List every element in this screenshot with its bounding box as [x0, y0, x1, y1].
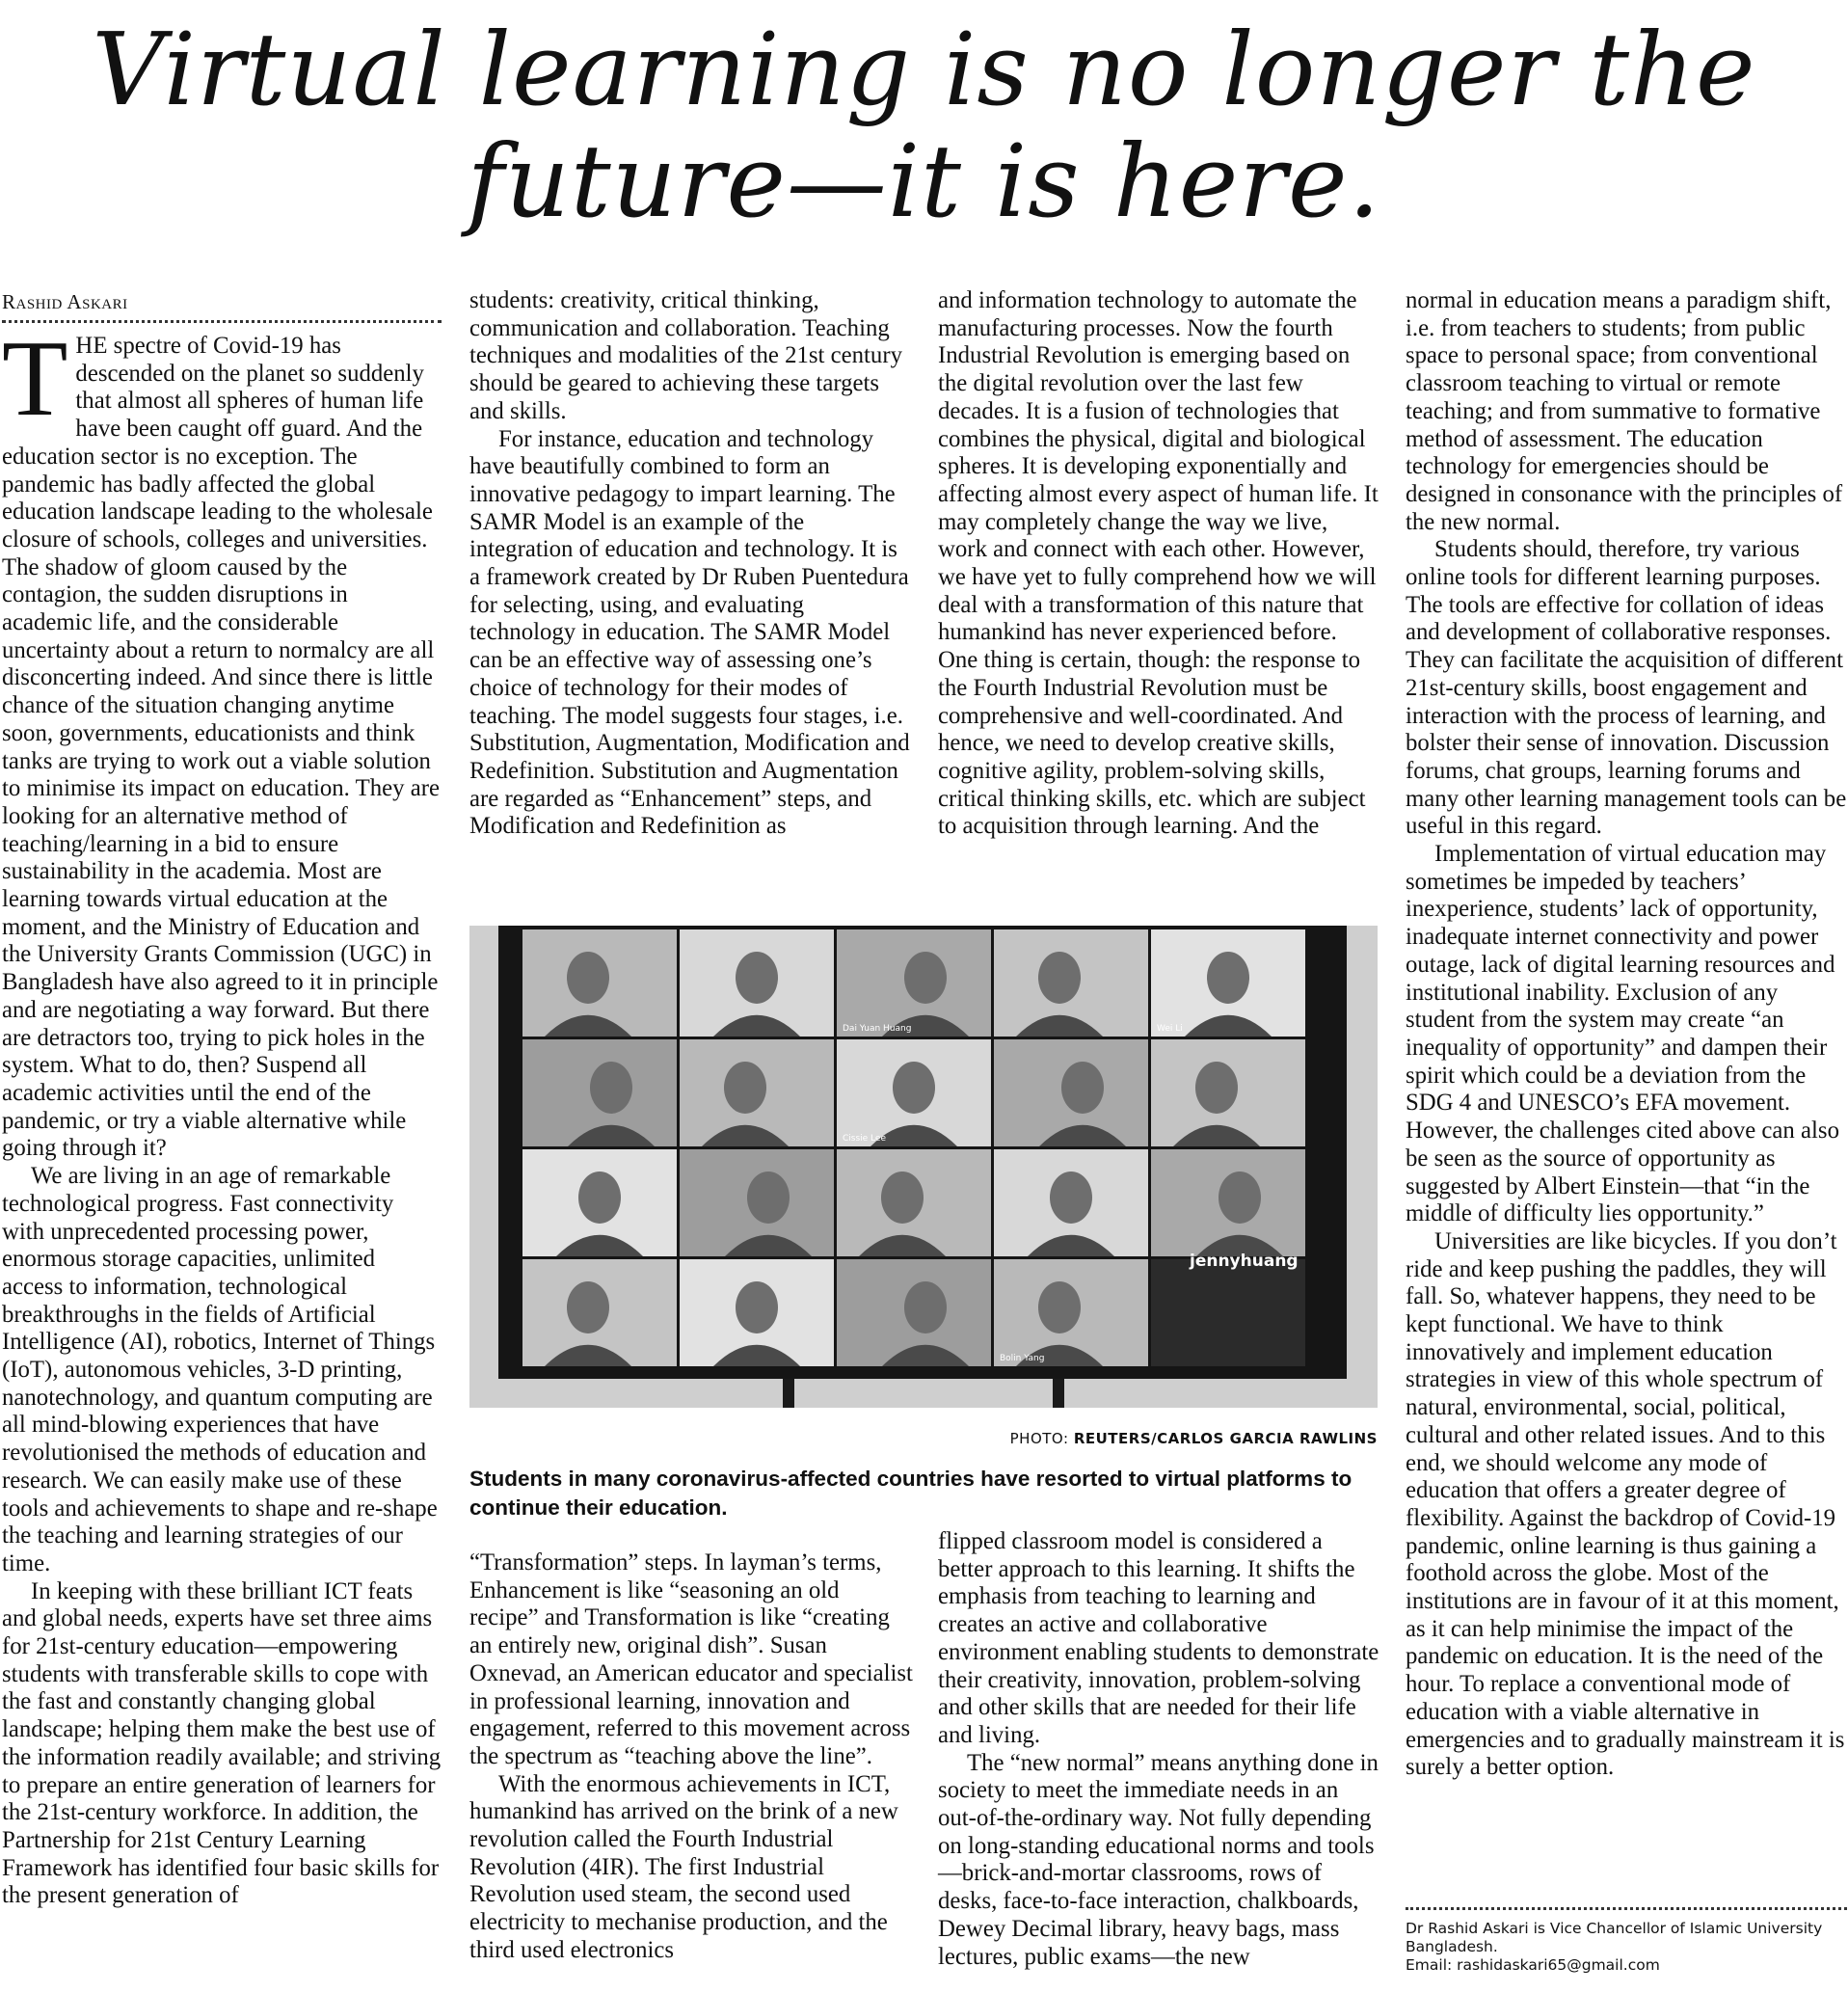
video-tile [994, 1039, 1148, 1146]
column-2-bottom [469, 1549, 913, 1965]
video-tile [837, 1039, 991, 1146]
paragraph: The “new normal” means anything done in society to meet the immediate needs in an out-of-the-ordinary way. Not fully depending on long-standing educational norms and tools—brick-and-mortar classrooms, rows of desks, face-to-face interaction, chalkboards, Dewey Decimal library, heavy bags, mass lectures, public exams—the new [938, 1749, 1379, 1970]
paragraph-3: In keeping with these brilliant ICT feats and global needs, experts have set three aims for 21st-century education—empowering students with transferable skills to cope with the fast and constantly changing global landscape; helping them make the best use of the information readily available; and striving to prepare an entire generation of learners for the 21st-century workforce. In addition, the Partnership for 21st Century Learning Framework has identified four basic skills for the present generation of [2, 1577, 442, 1909]
video-tile [680, 1039, 834, 1146]
bio-email: Email: rashidaskari65@gmail.com [1406, 1956, 1660, 1974]
paragraph: students: creativity, critical thinking, communication and collaboration. Teaching techniques and modalities of the 21st century should be geared to achieving these targets and skills. [469, 287, 902, 424]
name-tag: jennyhuang [1190, 1252, 1299, 1271]
video-tile [994, 929, 1148, 1037]
video-tile [1151, 1259, 1305, 1366]
paragraph: flipped classroom model is considered a better approach to this learning. It shifts the emphasis from teaching to learning and creates an active and collaborative environment enabling students to demonstrate their creativity, innovation, problem-solving and other skills that are needed for their life and living. [938, 1528, 1379, 1748]
video-tile [522, 1259, 677, 1366]
video-tile [680, 1149, 834, 1256]
paragraph: Students should, therefore, try various online tools for different learning purposes. The tools are effective for collation of ideas and development of collaborative responses. They can facilitate the acquisition of different 21st-century skills, boost engagement and interaction with the process of learning, and bolster their sense of innovation. Discussion forums, chat groups, learning forums and many other learning management tools can be useful in this regard. [1406, 536, 1847, 840]
tile-label: Dai Yuan Huang [843, 1024, 912, 1034]
headline [0, 11, 1848, 240]
author-bio [1406, 1907, 1847, 1975]
drop-cap: T [2, 319, 68, 439]
photo-caption: Students in many coronavirus-affected countries have resorted to virtual platforms to continue their education. [469, 1467, 1353, 1520]
video-tile [1151, 1039, 1305, 1146]
paragraph: Universities are like bicycles. If you don’t ride and keep pushing the paddles, they will fall. So, whatever happens, they need to be kept functional. We have to think innovatively and implement education strategies in view of this whole spectrum of natural, environmental, social, political, cultural and other related issues. And to this end, we should welcome any mode of education that offers a greater degree of flexibility. Against the backdrop of Covid-19 pandemic, online learning is thus gaining a foothold across the globe. Most of the institutions are in favour of it at this moment, as it can help minimise the impact of the pandemic on education. It is the need of the hour. To replace a conventional mode of education with a viable alternative in emergencies and to gradually mainstream it is surely a better option. [1406, 1227, 1845, 1781]
video-tile [680, 929, 834, 1037]
video-tile [1151, 929, 1305, 1037]
tile-label: Wei Li [1157, 1024, 1183, 1034]
headline-line-1: Virtual learning is no longer the [92, 11, 1756, 128]
column-3-top [938, 287, 1379, 841]
video-tile [522, 1149, 677, 1256]
paragraph-2: We are living in an age of remarkable technological progress. Fast connectivity with unprecedented processing power, enormous storage capacities, unlimited access to information, technological breakthroughs in the fields of Artificial Intelligence (AI), robotics, Internet of Things (IoT), autonomous vehicles, 3-D printing, nanotechnology, and quantum computing are all mind-blowing experiences that have revolutionised the methods of education and research. We can easily make use of these tools and achievements to shape and re-shape the teaching and learning strategies of our time. [2, 1163, 438, 1576]
paragraph: For instance, education and technology have beautifully combined to form an innovative pedagogy to impart learning. The SAMR Model is an example of the integration of education and technology. It is a framework created by Dr Ruben Puentedura for selecting, using, and evaluating technology in education. The SAMR Model can be an effective way of assessing one’s choice of technology for their modes of teaching. The model suggests four stages, i.e. Substitution, Augmentation, Modification and Redefinition. Substitution and Augmentation are regarded as “Enhancement” steps, and Modification and Redefinition as [469, 425, 910, 840]
column-3-bottom [938, 1528, 1379, 1971]
news-photo [469, 926, 1378, 1408]
paragraph: “Transformation” steps. In layman’s terms, Enhancement is like “seasoning an old recipe” and Transformation is like “creating an entirely new, original dish”. Susan Oxnevad, an American educator and specialist in professional learning, innovation and engagement, referred to this movement across the spectrum as “teaching above the line”. [469, 1549, 913, 1769]
paragraph: and information technology to automate the manufacturing processes. Now the fourth Industrial Revolution is emerging based on the digital revolution over the last few decades. It is a fusion of technologies that combines the physical, digital and biological spheres. It is developing exponentially and affecting almost every aspect of human life. It may completely change the way we live, work and connect with each other. However, we have yet to fully comprehend how we will deal with a transformation of this nature that humankind has never experienced before. One thing is certain, though: the response to the Fourth Industrial Revolution must be comprehensive and well-coordinated. And hence, we need to develop creative skills, cognitive agility, problem-solving skills, critical thinking skills, etc. which are subject to acquisition through learning. And the [938, 287, 1379, 840]
video-tile [680, 1259, 834, 1366]
paragraph: Implementation of virtual education may sometimes be impeded by teachers’ inexperience, students’ lack of opportunity, inadequate internet connectivity and power outage, lack of digital learning resources and institutional inability. Exclusion of any student from the system may create “an inequality of opportunity” and dampen their spirit which could be a deviation from the SDG 4 and UNESCO’s EFA movement. However, the challenges cited above can also be seen as the source of opportunity as suggested by Albert Einstein—that “in the middle of difficulty lies opportunity.” [1406, 841, 1839, 1227]
bio-line: Dr Rashid Askari is Vice Chancellor of Islamic University Bangladesh. [1406, 1920, 1823, 1955]
paragraph: With the enormous achievements in ICT, humankind has arrived on the brink of a new revolution called the Fourth Industrial Revolution (4IR). The first Industrial Revolution used steam, the second used electricity to mechanise production, and the third used electronics [469, 1770, 898, 1963]
video-tile [994, 1149, 1148, 1256]
byline: Rashid Askari [2, 289, 442, 323]
video-tile [522, 1039, 677, 1146]
credit-source: REUTERS/CARLOS GARCIA RAWLINS [1073, 1430, 1378, 1447]
video-tile [837, 929, 991, 1037]
video-tile [994, 1259, 1148, 1366]
photo-credit [469, 1430, 1378, 1447]
column-4 [1406, 287, 1847, 1782]
headline-line-2: future—it is here. [467, 122, 1381, 240]
video-tile [522, 929, 677, 1037]
video-tile [1151, 1149, 1305, 1256]
tile-label: Bolin Yang [1000, 1354, 1045, 1363]
video-tile [837, 1149, 991, 1256]
paragraph: normal in education means a paradigm shift, i.e. from teachers to students; from public space to personal space; from conventional classroom teaching to virtual or remote teaching; and from summative to formative method of assessment. The education technology for emergencies should be designed in consonance with the principles of the new normal. [1406, 287, 1843, 535]
paragraph-1-text: HE spectre of Covid-19 has descended on the planet so suddenly that almost all spheres of human life have been caught off guard. And the education sector is no exception. The pandemic has badly affected the global education landscape leading to the wholesale closure of schools, colleges and universities. The shadow of gloom caused by the contagion, the sudden disruptions in academic life, and the considerable uncertainty about a return to normalcy are all disconcerting indeed. And since there is little chance of the situation changing anytime soon, governments, educationists and think tanks are trying to work out a viable solution to minimise its impact on education. They are looking for an alternative method of teaching/learning in a bid to ensure sustainability in the academia. Most are learning towards virtual education at the moment, and the Ministry of Education and the University Grants Commission (UGC) in Bangladesh have also agreed to it in principle and are negotiating a way forward. But there are detractors too, trying to pick holes in the system. What to do, then? Suspend all academic activities until the end of the pandemic, or try a viable alternative while going through it? [2, 333, 441, 1162]
video-call-grid-image [469, 926, 1378, 1408]
credit-prefix: PHOTO: [1009, 1430, 1074, 1447]
column-1 [2, 289, 442, 1910]
paragraph-1 [2, 319, 442, 1163]
tile-label: Cissie Lee [843, 1134, 886, 1144]
column-2-top [469, 287, 913, 841]
video-tile [837, 1259, 991, 1366]
